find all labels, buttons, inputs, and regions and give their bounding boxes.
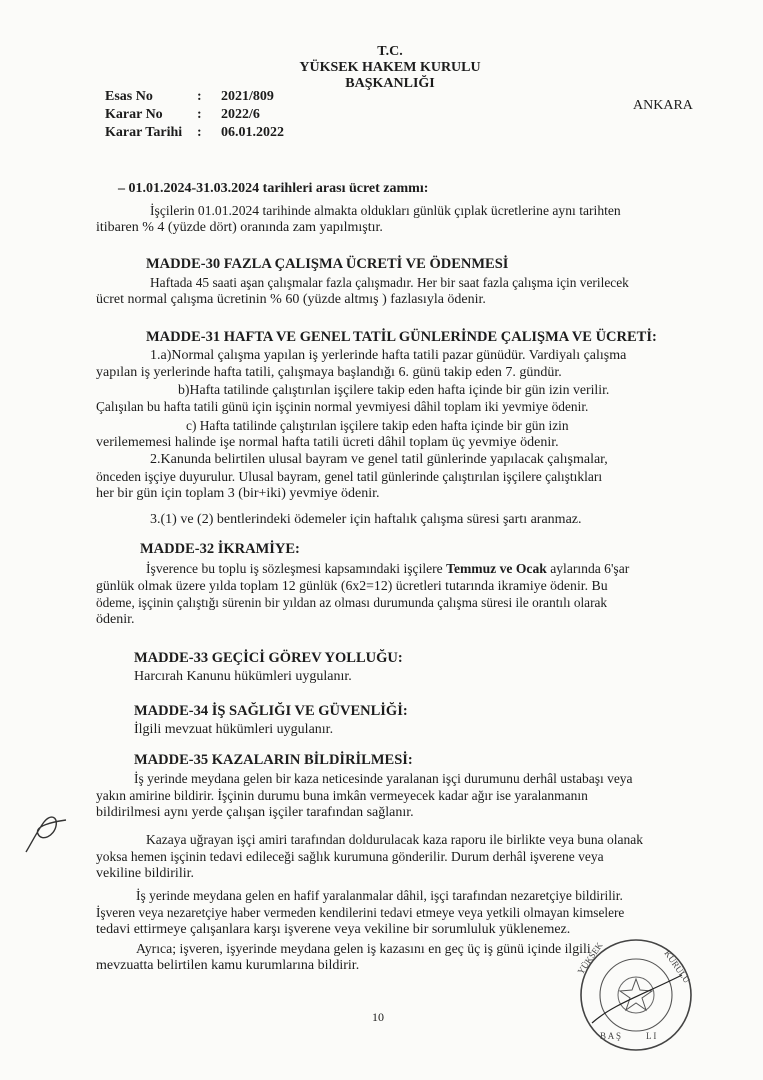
text-line: 2.Kanunda belirtilen ulusal bayram ve genel tatil günlerinde yapılacak çalışmalar, bbox=[150, 452, 608, 467]
text-line: verilememesi halinde işe normal hafta tatili ücreti dâhil toplam üç yevmiye ödenir. bbox=[96, 435, 559, 450]
case-info bbox=[105, 88, 284, 142]
text-line: itibaren % 4 (yüzde dört) oranında zam yapılmıştır. bbox=[96, 220, 383, 235]
text-line: Ayrıca; işveren, işyerinde meydana gelen iş kazasını en geç üç iş günü içinde ilgili bbox=[136, 941, 591, 956]
case-info-row bbox=[105, 124, 284, 142]
text-segment: İşverence bu toplu iş sözleşmesi kapsamındaki işçilere bbox=[146, 561, 447, 576]
text-line: günlük olmak üzere yılda toplam 12 günlük (6x2=12) ücretleri tutarında ikramiye ödenir. Bu bbox=[96, 578, 608, 593]
case-info-colon: : bbox=[197, 89, 202, 104]
case-info-colon: : bbox=[197, 107, 202, 122]
case-info-label: Karar Tarihi bbox=[105, 125, 183, 140]
text-line: Haftada 45 saati aşan çalışmalar fazla çalışmadır. Her bir saat fazla çalışma için verilecek bbox=[150, 275, 629, 290]
text-line: İşveren veya nezaretçiye haber vermeden kendilerini tedavi etmeye veya yetkili olmayan kimselere bbox=[96, 905, 625, 920]
city-label: ANKARA bbox=[633, 98, 693, 113]
text-line: ücret normal çalışma ücretinin % 60 (yüzde altmış ) fazlasıyla ödenir. bbox=[96, 292, 486, 307]
text-line bbox=[146, 560, 629, 577]
case-info-label: Esas No bbox=[105, 89, 153, 104]
text-line: yakın amirine bildirir. İşçinin durumu buna imkân vermeyecek kadar ağır ise yaralanmanın bbox=[96, 788, 588, 803]
text-line: 3.(1) ve (2) bentlerindeki ödemeler için haftalık çalışma süresi şartı aranmaz. bbox=[150, 512, 582, 527]
text-line: c) Hafta tatilinde çalıştırılan işçilere takip eden hafta içinde bir gün izin bbox=[186, 418, 569, 433]
bold-months: Temmuz ve Ocak bbox=[446, 561, 547, 576]
text-line: Çalışılan bu hafta tatili günü için işçinin normal yevmiyesi dâhil toplam iki yevmiye ödenir. bbox=[96, 399, 589, 414]
text-line: İlgili mevzuat hükümleri uygulanır. bbox=[134, 722, 334, 737]
case-info-row bbox=[105, 88, 284, 106]
text-segment: aylarında 6'şar bbox=[546, 561, 630, 576]
text-line: ödenir. bbox=[96, 612, 135, 627]
svg-text:KURULU: KURULU bbox=[662, 948, 693, 985]
article-33-heading: MADDE-33 GEÇİCİ GÖREV YOLLUĞU: bbox=[134, 650, 403, 666]
header-line-office: BAŞKANLIĞI bbox=[345, 76, 435, 91]
svg-text:B A Ş: B A Ş bbox=[600, 1031, 622, 1041]
case-info-row bbox=[105, 106, 284, 124]
signature-paraph bbox=[22, 812, 70, 858]
case-info-label: Karar No bbox=[105, 107, 163, 122]
text-line: Harcırah Kanunu hükümleri uygulanır. bbox=[134, 669, 352, 684]
text-line: her bir gün için toplam 3 (bir+iki) yevmiye ödenir. bbox=[96, 486, 380, 501]
institution-header bbox=[290, 44, 490, 92]
text-line: yapılan iş yerlerinde hafta tatili, çalışmaya başlandığı 6. günü takip eden 7. gündür. bbox=[96, 365, 562, 380]
text-line: önceden işçiye duyurulur. Ulusal bayram, genel tatil günlerinde çalıştırılan işçilere çalıştıkları bbox=[96, 469, 603, 484]
text-line: İş yerinde meydana gelen bir kaza neticesinde yaralanan işçi durumunu derhâl ustabaşı veya bbox=[134, 771, 633, 786]
text-line: 1.a)Normal çalışma yapılan iş yerlerinde hafta tatili pazar günüdür. Vardiyalı çalışma bbox=[150, 348, 627, 363]
text-line: mevzuatta belirtilen kamu kurumlarına bildirir. bbox=[96, 958, 360, 973]
text-line: Kazaya uğrayan işçi amiri tarafından doldurulacak kaza raporu ile birlikte veya buna olanak bbox=[146, 832, 644, 847]
official-seal-stamp bbox=[572, 935, 700, 1057]
article-30-heading: MADDE-30 FAZLA ÇALIŞMA ÜCRETİ VE ÖDENMESİ bbox=[146, 256, 509, 272]
header-line-institution: YÜKSEK HAKEM KURULU bbox=[299, 60, 481, 75]
article-34-heading: MADDE-34 İŞ SAĞLIĞI VE GÜVENLİĞİ: bbox=[134, 703, 408, 719]
case-info-value: 2022/6 bbox=[221, 107, 260, 122]
text-line: yoksa hemen işçinin tedavi edileceği sağlık kurumuna gönderilir. Durum derhâl işverene veya bbox=[96, 849, 604, 864]
svg-text:L I: L I bbox=[646, 1031, 657, 1041]
case-info-colon: : bbox=[197, 125, 202, 140]
wage-increase-heading: – 01.01.2024-31.03.2024 tarihleri arası ücret zammı: bbox=[118, 181, 429, 196]
text-line: İşçilerin 01.01.2024 tarihinde almakta oldukları günlük çıplak ücretlerine aynı tarihten bbox=[150, 203, 621, 218]
case-info-value: 2021/809 bbox=[221, 89, 274, 104]
text-line: İş yerinde meydana gelen en hafif yaralanmalar dâhil, işçi tarafından nezaretçiye bildirilir. bbox=[136, 888, 623, 903]
text-line: tedavi ettirmeye çalışanlara karşı işverene veya vekiline bir sorumluluk yüklenemez. bbox=[96, 922, 571, 937]
text-line: bildirilmesi aynı yerde çalışan işçiler tarafından sağlanır. bbox=[96, 805, 414, 820]
text-line: vekiline bildirilir. bbox=[96, 866, 194, 881]
text-line: b)Hafta tatilinde çalıştırılan işçilere takip eden hafta içinde bir gün izin verilir. bbox=[178, 382, 610, 397]
header-line-tc: T.C. bbox=[377, 44, 403, 59]
text-line: ödeme, işçinin çalıştığı sürenin bir yıldan az olması durumunda çalışma süresi ile orantılı olarak bbox=[96, 595, 608, 610]
svg-text:YÜKSEK: YÜKSEK bbox=[575, 940, 605, 977]
page-number: 10 bbox=[372, 1010, 384, 1024]
article-32-heading: MADDE-32 İKRAMİYE: bbox=[140, 541, 300, 557]
case-info-value: 06.01.2022 bbox=[221, 125, 284, 140]
article-31-heading: MADDE-31 HAFTA VE GENEL TATİL GÜNLERİNDE ÇALIŞMA VE ÜCRETİ: bbox=[146, 329, 657, 345]
article-35-heading: MADDE-35 KAZALARIN BİLDİRİLMESİ: bbox=[134, 752, 413, 768]
